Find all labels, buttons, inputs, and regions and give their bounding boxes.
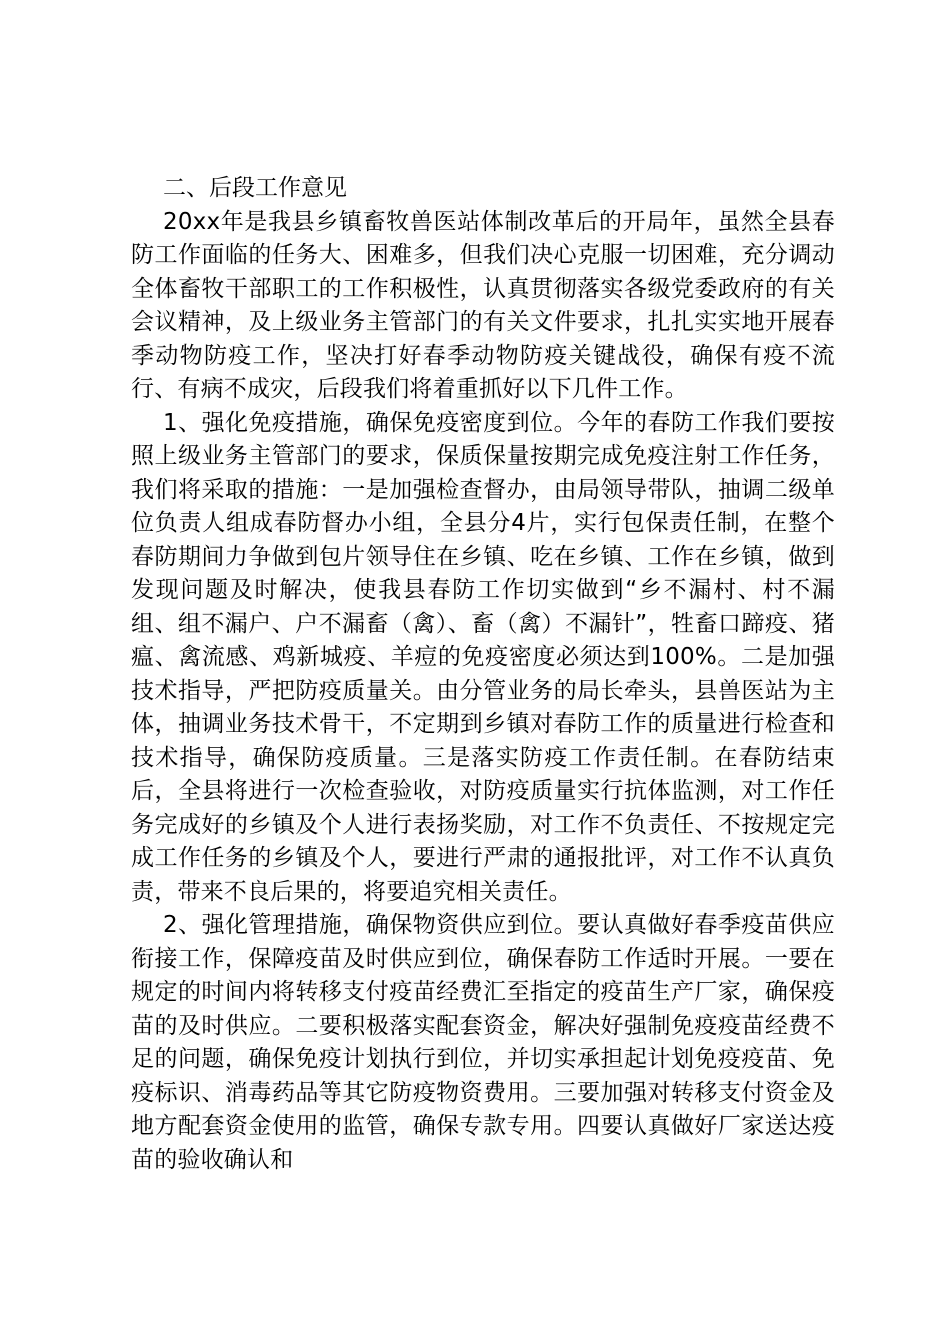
section-heading: 二、后段工作意见	[163, 175, 347, 201]
document-body	[131, 172, 835, 1177]
paragraph-immunization-measures: 1、强化免疫措施，确保免疫密度到位。今年的春防工作我们要按照上级业务主管部门的要求，保质保量按期完成免疫注射工作任务，我们将采取的措施：一是加强检查督办，由局领导带队，抽调二级单位负责人组成春防督办小组，全县分4片，实行包保责任制，在整个春防期间力争做到包片领导住在乡镇、吃在乡镇、工作在乡镇，做到发现问题及时解决，使我县春防工作切实做到“乡不漏村、村不漏组、组不漏户、户不漏畜（禽）、畜（禽）不漏针”，牲畜口蹄疫、猪瘟、禽流感、鸡新城疫、羊痘的免疫密度必须达到100%。二是加强技术指导，严把防疫质量关。由分管业务的局长牵头，县兽医站为主体，抽调业务技术骨干，不定期到乡镇对春防工作的质量进行检查和技术指导，确保防疫质量。三是落实防疫工作责任制。在春防结束后，全县将进行一次检查验收，对防疫质量实行抗体监测，对工作任务完成好的乡镇及个人进行表扬奖励，对工作不负责任、不按规定完成工作任务的乡镇及个人，要进行严肃的通报批评，对工作不认真负责，带来不良后果的，将要追究相关责任。	[131, 409, 835, 905]
paragraph-management-measures: 2、强化管理措施，确保物资供应到位。要认真做好春季疫苗供应衔接工作，保障疫苗及时供应到位，确保春防工作适时开展。一要在规定的时间内将转移支付疫苗经费汇至指定的疫苗生产厂家，确保疫苗的及时供应。二要积极落实配套资金，解决好强制免疫疫苗经费不足的问题，确保免疫计划执行到位，并切实承担起计划免疫疫苗、免疫标识、消毒药品等其它防疫物资费用。三要加强对转移支付资金及地方配套资金使用的监管，确保专款专用。四要认真做好厂家送达疫苗的验收确认和	[131, 912, 835, 1173]
paragraph-intro: 20xx年是我县乡镇畜牧兽医站体制改革后的开局年，虽然全县春防工作面临的任务大、困难多，但我们决心克服一切困难，充分调动全体畜牧干部职工的工作积极性，认真贯彻落实各级党委政府的有关会议精神，及上级业务主管部门的有关文件要求，扎扎实实地开展春季动物防疫工作，坚决打好春季动物防疫关键战役，确保有疫不流行、有病不成灾，后段我们将着重抓好以下几件工作。	[131, 208, 835, 402]
